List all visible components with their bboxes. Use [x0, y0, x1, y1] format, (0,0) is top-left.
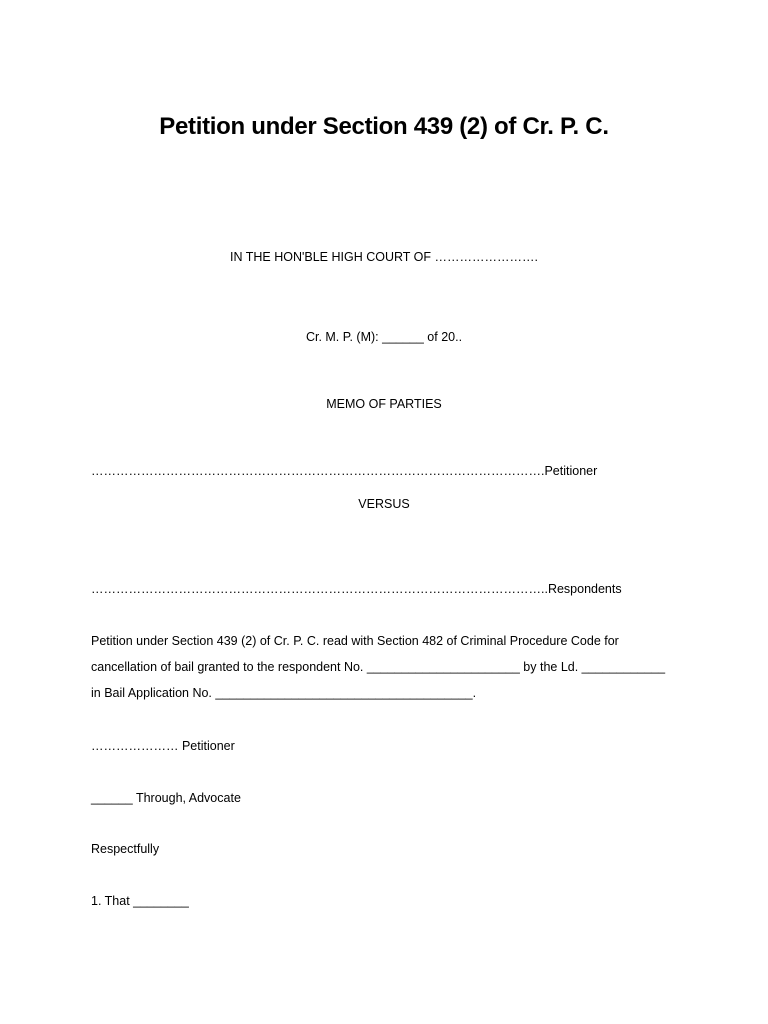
- memo-of-parties-heading: MEMO OF PARTIES: [326, 397, 442, 411]
- petitioner-line: ……………………………………………………………………………………………….Petitioner: [91, 464, 598, 478]
- court-line: IN THE HON'BLE HIGH COURT OF …………………….: [230, 250, 538, 264]
- case-number: Cr. M. P. (M): ______ of 20..: [305, 330, 463, 344]
- petitioner-signature-line: ………………… Petitioner: [91, 739, 235, 753]
- paragraph-1: 1. That ________: [91, 894, 189, 908]
- body-line-1: Petition under Section 439 (2) of Cr. P. C. read with Section 482 of Criminal Procedure Code for: [91, 634, 619, 648]
- respondents-line: ………………………………………………………………………………………………..Respondents: [91, 582, 622, 596]
- respectfully-line: Respectfully: [91, 842, 160, 856]
- body-line-3: in Bail Application No. _____________________________________.: [91, 686, 477, 700]
- versus-label: VERSUS: [358, 497, 410, 511]
- through-advocate-line: ______ Through, Advocate: [91, 791, 241, 805]
- body-line-2: cancellation of bail granted to the respondent No. ______________________ by the Ld. ____________: [91, 660, 666, 674]
- document-title: Petition under Section 439 (2) of Cr. P. C.: [159, 113, 609, 140]
